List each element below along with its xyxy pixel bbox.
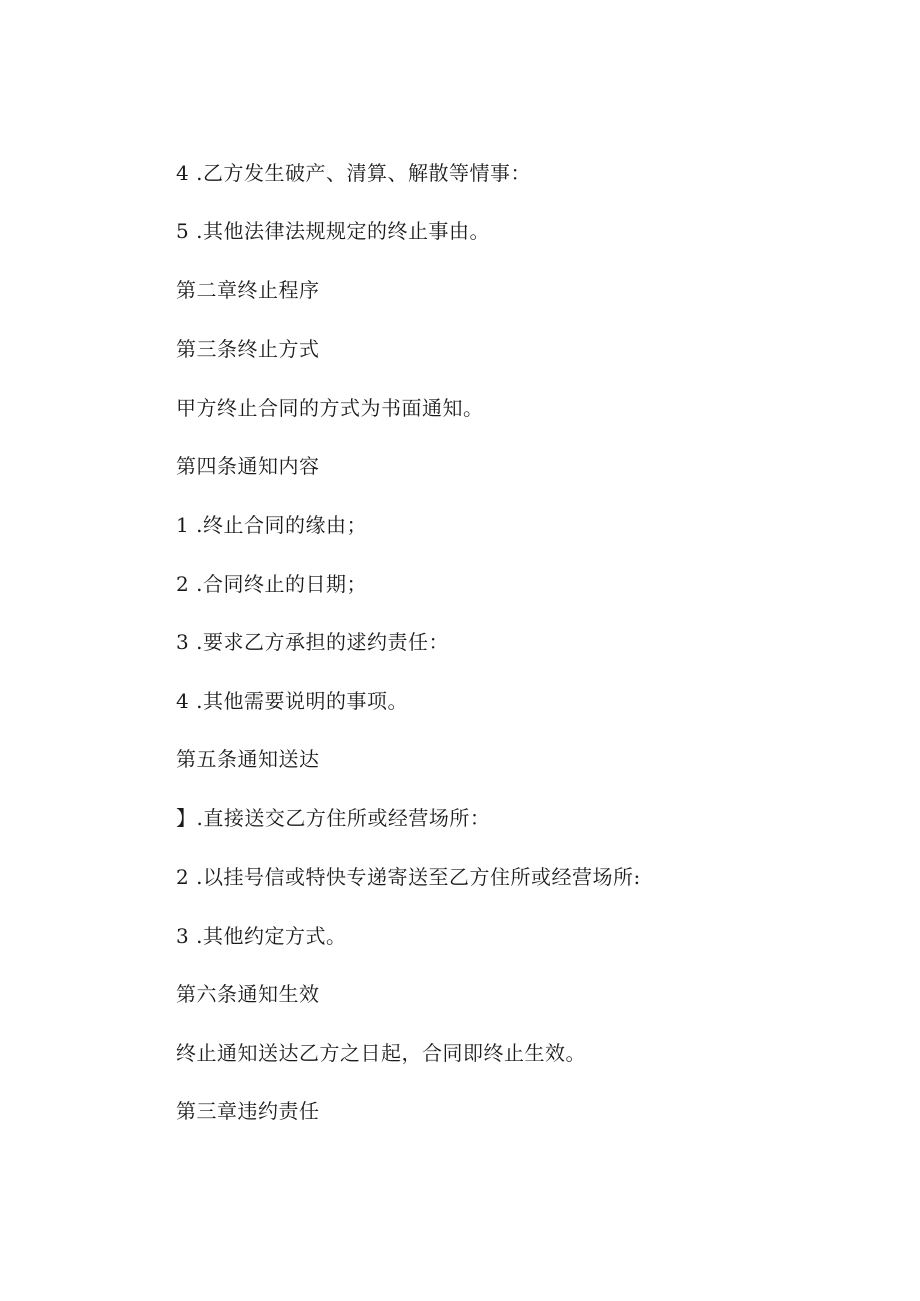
list-item-direct-delivery: 】.直接送交乙方住所或经营场所：	[176, 806, 491, 830]
list-item-reason: 1 .终止合同的缘由；	[176, 513, 367, 537]
article-heading-notice-effect: 第六条通知生效	[176, 982, 320, 1006]
list-item-other-legal-causes: 5 .其他法律法规规定的终止事由。	[176, 219, 490, 243]
article-heading-termination-method: 第三条终止方式	[176, 337, 320, 361]
list-item-registered-mail: 2 .以挂号信或特快专递寄送至乙方住所或经营场所:	[176, 865, 641, 889]
paragraph-termination-method: 甲方终止合同的方式为书面通知。	[176, 396, 484, 420]
article-heading-notice-content: 第四条通知内容	[176, 454, 320, 478]
chapter-heading-breach-liability: 第三章违约责任	[176, 1099, 320, 1123]
chapter-heading-termination-procedure: 第二章终止程序	[176, 278, 320, 302]
list-item-liability: 3 .要求乙方承担的逑约责任：	[176, 630, 449, 654]
list-item-termination-date: 2 .合同终止的日期；	[176, 572, 367, 596]
list-item-bankruptcy: 4 .乙方发生破产、清算、解散等情事：	[176, 161, 531, 185]
list-item-other-methods: 3 .其他约定方式。	[176, 924, 347, 948]
article-heading-notice-delivery: 第五条通知送达	[176, 747, 320, 771]
paragraph-notice-effect: 终止通知送达乙方之日起，合同即终止生效。	[176, 1041, 586, 1065]
list-item-other-matters: 4 .其他需要说明的事项。	[176, 689, 408, 713]
